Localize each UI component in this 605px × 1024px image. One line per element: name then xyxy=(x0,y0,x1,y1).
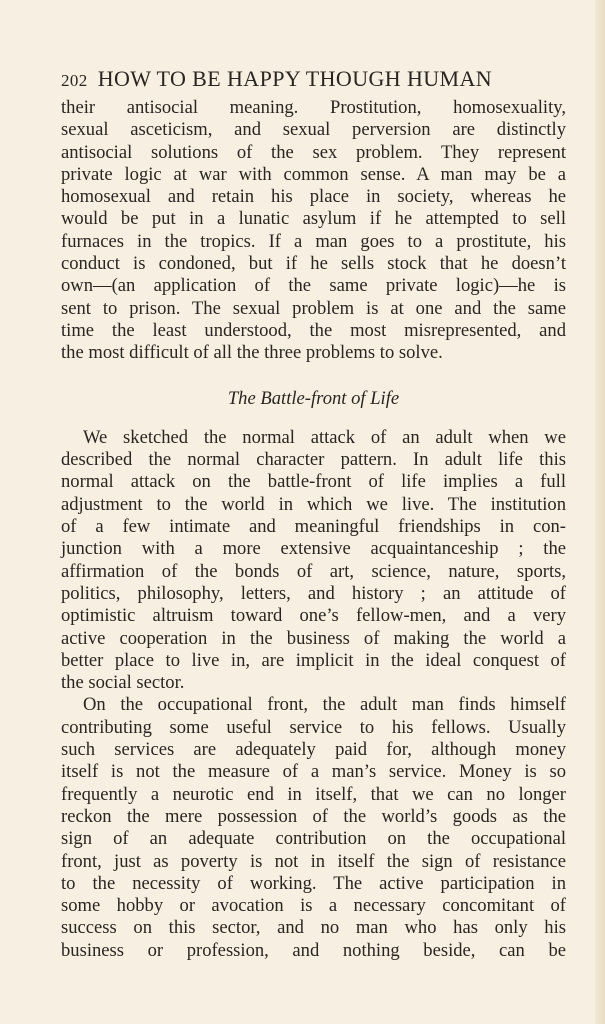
text-line: frequently a neurotic end in itself, that we can no longer xyxy=(61,783,566,805)
text-line: itself is not the measure of a man’s service. Money is so xyxy=(61,761,566,783)
text-line: sign of an adequate contribution on the occupational xyxy=(61,828,566,850)
text-line: business or profession, and nothing beside, can be xyxy=(61,939,566,961)
text-line: sent to prison. The sexual problem is at one and the same xyxy=(61,297,566,319)
text-line: to the necessity of working. The active participation in xyxy=(61,872,566,894)
text-line: of a few intimate and meaningful friendships in con- xyxy=(61,516,566,538)
text-line: their antisocial meaning. Prostitution, homosexuality, xyxy=(61,97,566,118)
text-line: better place to live in, are implicit in the ideal conquest of xyxy=(61,649,566,671)
text-line: described the normal character pattern. In adult life this xyxy=(61,449,566,471)
text-line: would be put in a lunatic asylum if he attempted to sell xyxy=(61,208,566,230)
text-line: adjustment to the world in which we live. The institution xyxy=(61,493,566,515)
running-title: HOW TO BE HAPPY THOUGH HUMAN xyxy=(97,66,493,91)
text-line: optimistic altruism toward one’s fellow-men, and a very xyxy=(61,605,566,627)
text-line: some hobby or avocation is a necessary concomitant of xyxy=(61,895,566,917)
text-line: contributing some useful service to his fellows. Usually xyxy=(61,716,566,738)
text-line: antisocial solutions of the sex problem. They represent xyxy=(61,141,566,163)
text-line: front, just as poverty is not in itself the sign of resistance xyxy=(61,850,566,872)
paragraph-2 xyxy=(61,427,566,695)
text-line: We sketched the normal attack of an adult when we xyxy=(83,426,566,448)
section-heading: The Battle-front of Life xyxy=(227,387,400,409)
text-line: homosexual and retain his place in society, whereas he xyxy=(61,186,566,208)
text-line: active cooperation in the business of making the world a xyxy=(61,627,566,649)
text-line: own—(an application of the same private logic)—he is xyxy=(61,275,566,297)
text-line: time the least understood, the most misrepresented, and xyxy=(61,319,566,341)
page-number: 202 xyxy=(61,71,88,90)
text-line: On the occupational front, the adult man finds himself xyxy=(83,694,566,716)
text-line: conduct is condoned, but if he sells stock that he doesn’t xyxy=(61,253,566,275)
running-head xyxy=(61,66,567,94)
text-line: private logic at war with common sense. A man may be a xyxy=(61,163,566,185)
text-line: success on this sector, and no man who has only his xyxy=(61,917,566,939)
text-line: junction with a more extensive acquaintanceship ; the xyxy=(61,538,566,560)
text-line: politics, philosophy, letters, and history ; an attitude of xyxy=(61,582,566,604)
text-line: normal attack on the battle-front of life implies a full xyxy=(61,471,566,493)
text-line: such services are adequately paid for, although money xyxy=(61,739,566,761)
text-line: the social sector. xyxy=(61,672,185,694)
text-line: affirmation of the bonds of art, science, nature, sports, xyxy=(61,560,566,582)
text-line: sexual asceticism, and sexual perversion are distinctly xyxy=(61,119,566,141)
paragraph-1 xyxy=(61,97,566,365)
text-line: the most difficult of all the three problems to solve. xyxy=(61,342,443,364)
page-edge xyxy=(595,0,605,1024)
text-line: reckon the mere possession of the world’s goods as the xyxy=(61,805,566,827)
paragraph-3 xyxy=(61,694,566,962)
text-line: furnaces in the tropics. If a man goes to a prostitute, his xyxy=(61,230,566,252)
body-text xyxy=(61,97,566,962)
